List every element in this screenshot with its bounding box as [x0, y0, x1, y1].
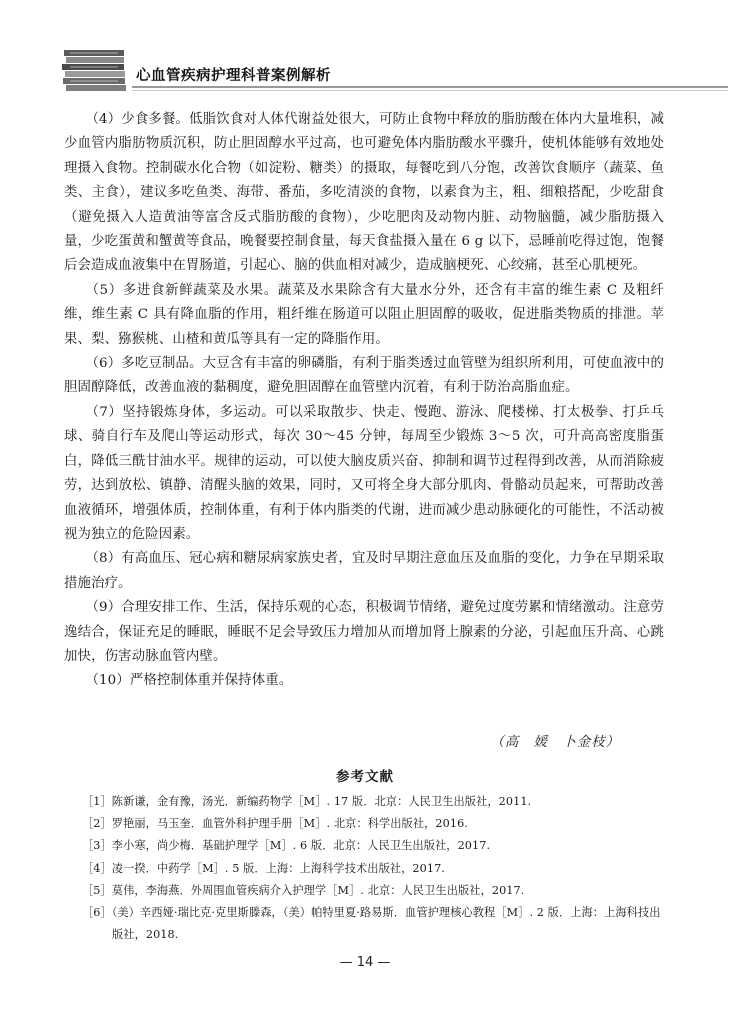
reference-item: ［1］陈新谦，金有豫，汤光．新编药物学［M］. 17 版．北京：人民卫生出版社，2011.	[82, 795, 532, 808]
paragraph-item-9: （9）合理安排工作、生活，保持乐观的心态，积极调节情绪，避免过度劳累和情绪激动。注意劳逸结合，保证充足的睡眠，睡眠不足会导致压力增加从而增加肾上腺素的分泌，引起血压升高、心跳加快，伤害动脉血管内壁。	[64, 600, 664, 664]
paragraph-item-10: （10）严格控制体重并保持体重。	[85, 673, 293, 689]
references-list	[82, 791, 664, 946]
header-divider-thin	[132, 90, 728, 91]
paragraph-item-6: （6）多吃豆制品。大豆含有丰富的卵磷脂，有利于脂类透过血管壁为组织所利用，可使血液中的胆固醇降低，改善血液的黏稠度，避免胆固醇在血管壁内沉着，有利于防治高脂血症。	[64, 356, 664, 396]
paragraph-item-5: （5）多进食新鲜蔬菜及水果。蔬菜及水果除含有大量水分外，还含有丰富的维生素 C 及粗纤维，维生素 C 具有降血脂的作用，粗纤维在肠道可以阻止胆固醇的吸收，促进脂类物质的排泄。苹果、梨、猕猴桃、山楂和黄瓜等具有一定的降脂作用。	[64, 282, 664, 347]
references-heading: 参考文献	[336, 769, 394, 785]
running-header	[62, 48, 682, 94]
reference-item: ［4］凌一揆．中药学［M］. 5 版．上海：上海科学技术出版社，2017.	[82, 861, 445, 875]
paragraph-item-7: （7）坚持锻炼身体，多运动。可以采取散步、快走、慢跑、游泳、爬楼梯、打太极拳、打乒乓球、骑自行车及爬山等运动形式，每次 30～45 分钟，每周至少锻炼 3～5 次，可升高高密度脂蛋白，降低三酰甘油水平。规律的运动，可以使大脑皮质兴奋、抑制和调节过程得到改善，从而消除疲劳，达到放松、镇静、清醒头脑的效果，同时，又可将全身大部分肌肉、骨骼动员起来，可帮助改善血液循环，增强体质，控制体重，有利于体内脂类的代谢，进而减少患动脉硬化的可能性，不活动被视为独立的危险因素。	[64, 404, 664, 542]
author-credit: （高 媛 卜金枝）	[490, 735, 620, 750]
header-divider	[132, 86, 728, 88]
main-text	[64, 108, 664, 694]
reference-item: ［6］（美）辛西娅·瑞比克·克里斯滕森，（美）帕特里夏·路易斯．血管护理核心教程［M］. 2 版．上海：上海科技出版社，2018.	[82, 906, 661, 942]
book-title: 心血管疾病护理科普案例解析	[136, 68, 331, 84]
reference-item: ［2］罗艳丽，马玉奎．血管外科护理手册［M］. 北京：科学出版社，2016.	[82, 817, 468, 831]
paragraph-item-8: （8）有高血压、冠心病和糖尿病家族史者，宜及时早期注意血压及血脂的变化，力争在早期采取措施治疗。	[64, 551, 664, 591]
reference-item: ［5］莫伟，李海燕．外周围血管疾病介入护理学［M］. 北京：人民卫生出版社，2017.	[82, 883, 525, 897]
page-number: — 14 —	[339, 955, 391, 970]
paragraph-item-4: （4）少食多餐。低脂饮食对人体代谢益处很大，可防止食物中释放的脂肪酸在体内大量堆积，减少血管内脂肪物质沉积，防止胆固醇水平过高，也可避免体内脂肪酸水平骤升，使机体能够有效地处理摄入食物。控制碳水化合物（如淀粉、糖类）的摄取，每餐吃到八分饱，改善饮食顺序（蔬菜、鱼类、主食），建议多吃鱼类、海带、番茄，多吃清淡的食物，以素食为主，粗、细粮搭配，少吃甜食（避免摄入人造黄油等富含反式脂肪酸的食物），少吃肥肉及动物内脏、动物脑髓，减少脂肪摄入量，少吃蛋黄和蟹黄等食品，晚餐要控制食量，每天食盐摄入量在 6 g 以下，忌睡前吃得过饱，饱餐后会造成血液集中在胃肠道，引起心、脑的供血相对减少，造成脑梗死、心绞痛，甚至心肌梗死。	[64, 112, 664, 274]
book-stack-icon	[62, 48, 130, 92]
reference-item: ［3］李小寒，尚少梅．基础护理学［M］. 6 版．北京：人民卫生出版社，2017.	[82, 839, 491, 853]
